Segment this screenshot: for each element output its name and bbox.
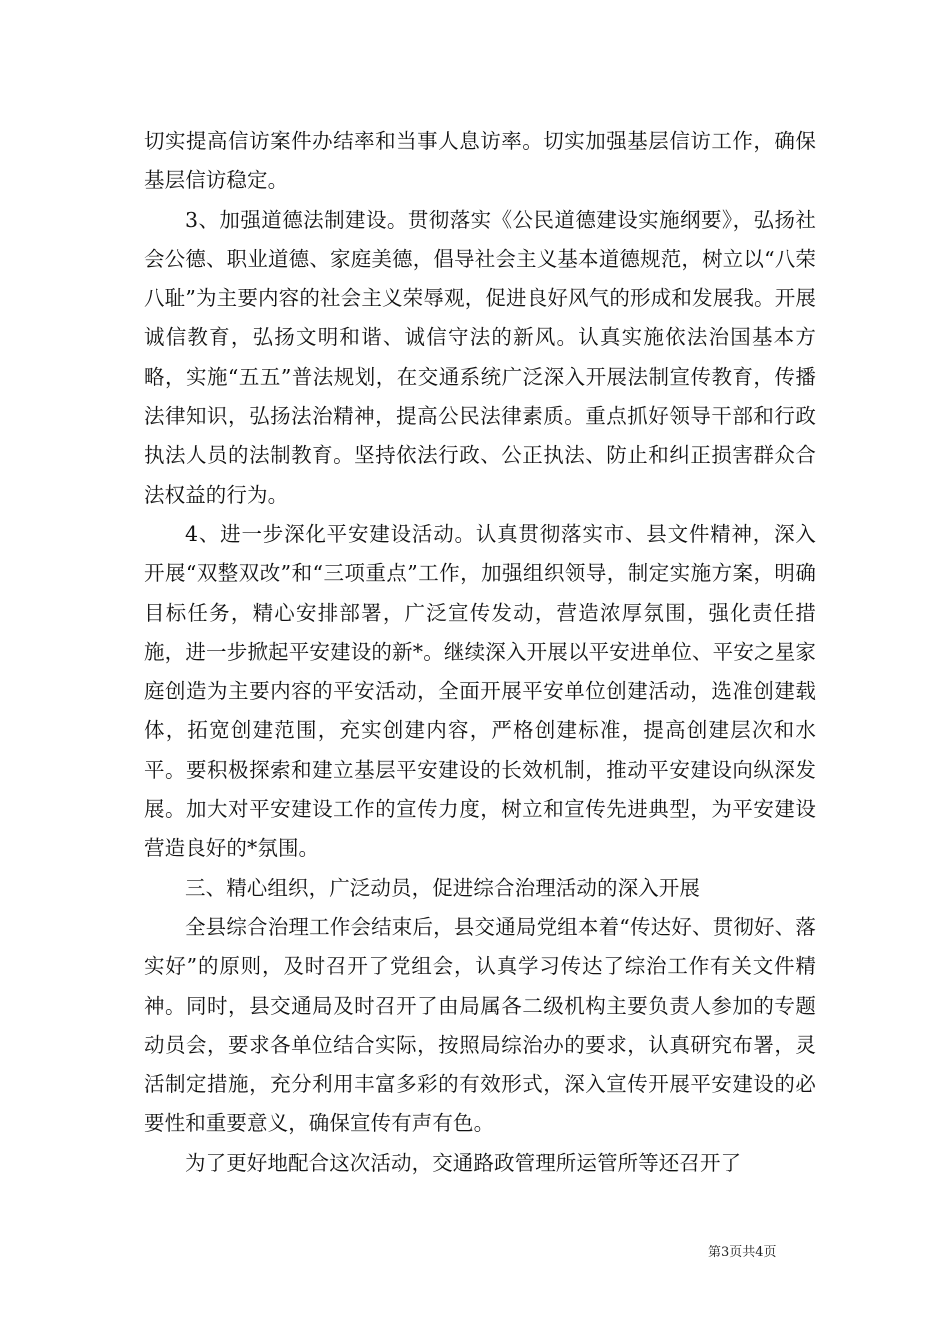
document-body [144, 122, 816, 1183]
paragraph-road-administration: 为了更好地配合这次活动，交通路政管理所运管所等还召开了 [185, 1150, 742, 1175]
paragraph-letter-petition-continuation: 切实提高信访案件办结率和当事人息访率。切实加强基层信访工作，确保基层信访稳定。 [144, 129, 816, 193]
page-number-footer: 第3页共4页 [708, 1245, 777, 1260]
paragraph-safety-construction: 4、进一步深化平安建设活动。认真贯彻落实市、县文件精神，深入开展“双整双改”和“三项重点”工作，加强组织领导，制定实施方案，明确目标任务，精心安排部署，广泛宣传发动，营造浓厚氛围，强化责任措施，进一步掀起平安建设的新*。继续深入开展以平安进单位、平安之星家庭创造为主要内容的平安活动，全面开展平安单位创建活动，选准创建载体，拓宽创建范围，充实创建内容，严格创建标准，提高创建层次和水平。要积极探索和建立基层平安建设的长效机制，推动平安建设向纵深发展。加大对平安建设工作的宣传力度，树立和宣传先进典型，为平安建设营造良好的*氛围。 [144, 521, 816, 861]
paragraph-moral-legal-construction: 3、加强道德法制建设。贯彻落实《公民道德建设实施纲要》，弘扬社会公德、职业道德、家庭美德，倡导社会主义基本道德规范，树立以“八荣八耻”为主要内容的社会主义荣辱观，促进良好风气的形成和发展我。开展诚信教育，弘扬文明和谐、诚信守法的新风。认真实施依法治国基本方略，实施“五五”普法规划，在交通系统广泛深入开展法制宣传教育，传播法律知识，弘扬法治精神，提高公民法律素质。重点抓好领导干部和行政执法人员的法制教育。坚持依法行政、公正执法、防止和纠正损害群众合法权益的行为。 [144, 207, 816, 507]
paragraph-county-meeting: 全县综合治理工作会结束后，县交通局党组本着“传达好、贯彻好、落实好”的原则，及时召开了党组会，认真学习传达了综治工作有关文件精神。同时，县交通局及时召开了由局属各二级机构主要负责人参加的专题动员会，要求各单位结合实际，按照局综治办的要求，认真研究布署，灵活制定措施，充分利用丰富多彩的有效形式，深入宣传开展平安建设的必要性和重要意义，确保宣传有声有色。 [144, 914, 816, 1136]
section-heading-organize-mobilize: 三、精心组织，广泛动员，促进综合治理活动的深入开展 [185, 875, 700, 900]
